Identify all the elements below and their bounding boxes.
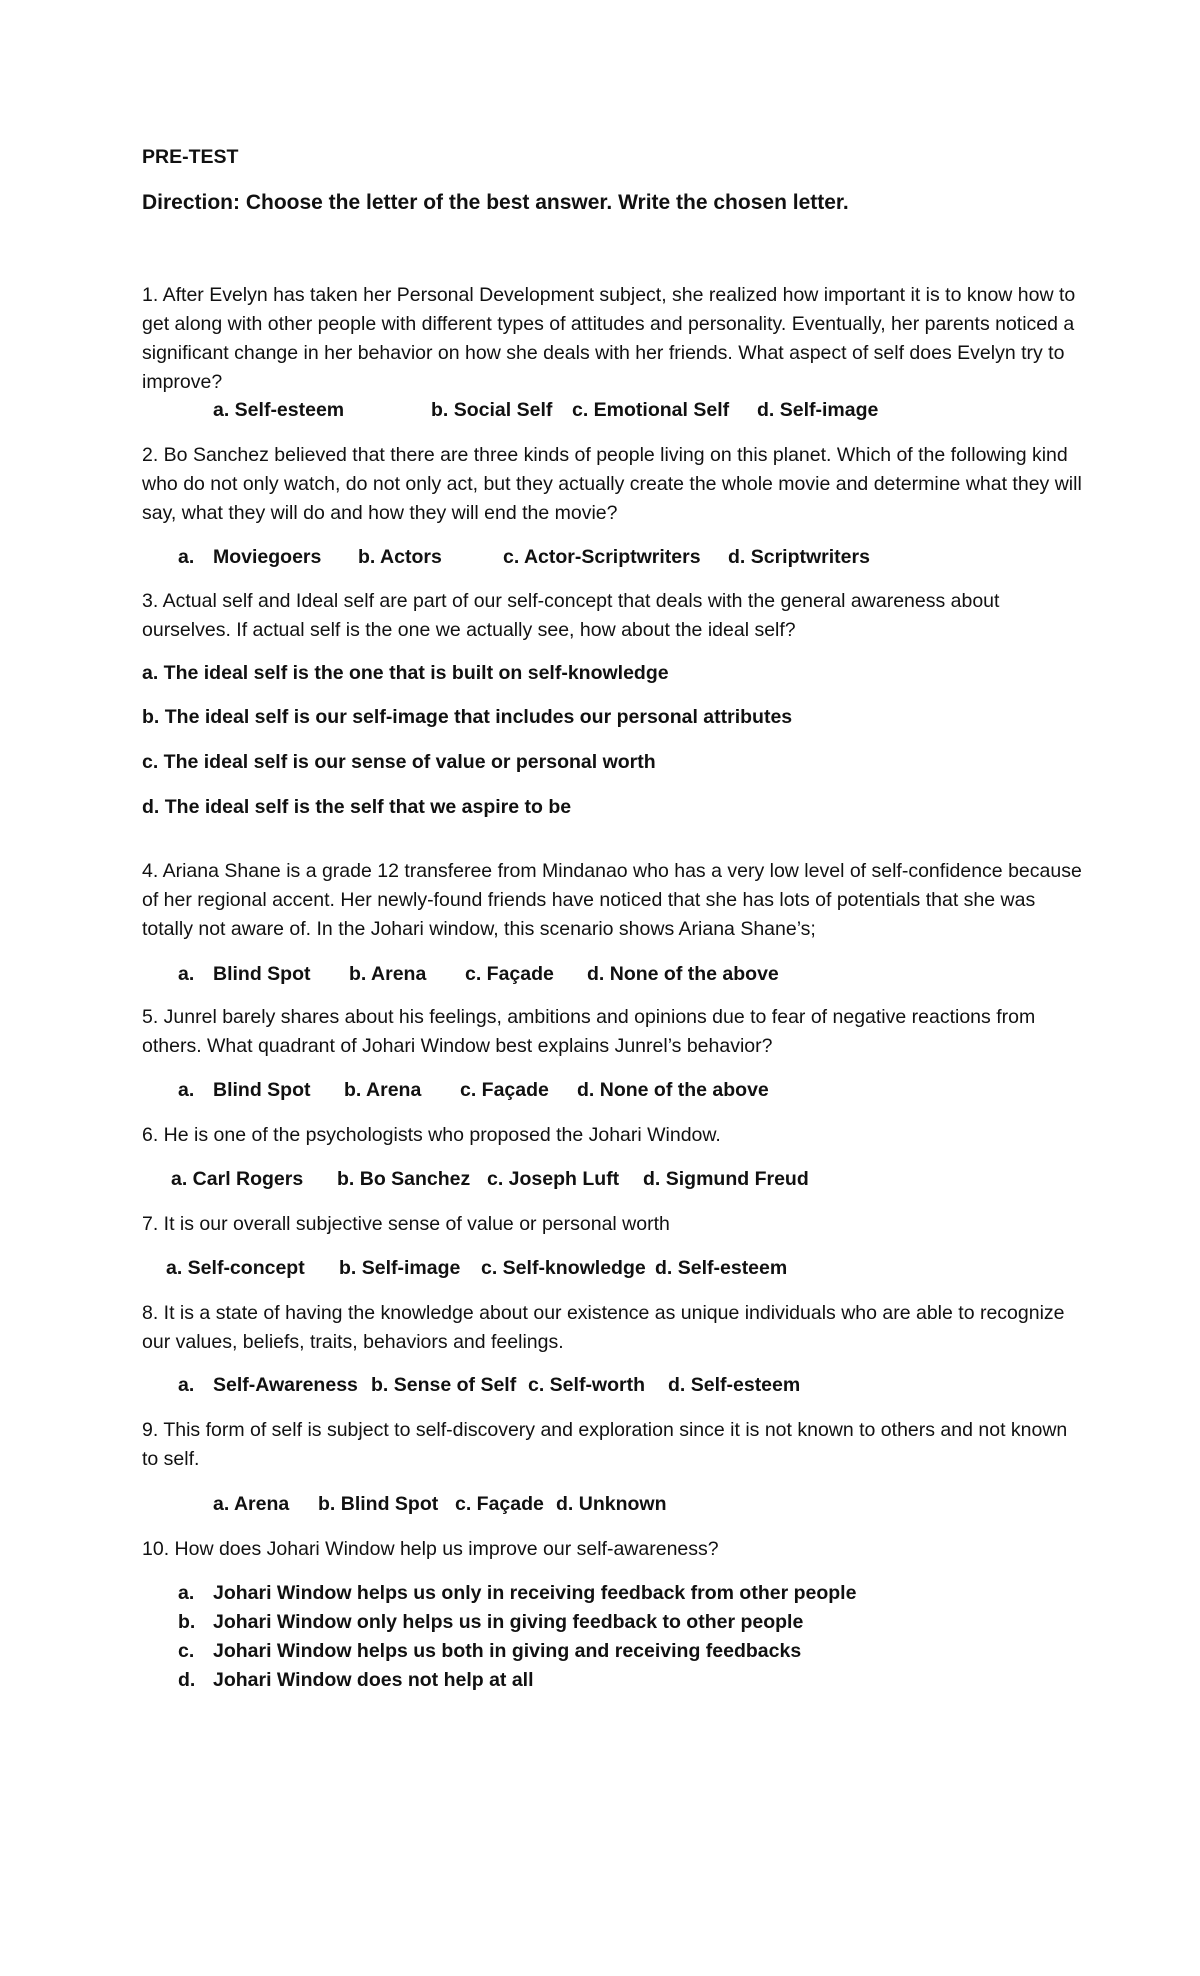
q5-option-d: d. None of the above — [577, 1079, 769, 1101]
q1-option-d: d. Self-image — [757, 399, 879, 421]
q6-option-d: d. Sigmund Freud — [643, 1168, 809, 1190]
q10-option-d-letter: d. — [178, 1669, 196, 1691]
q1-option-b: b. Social Self — [431, 399, 553, 421]
question-4-text: 4. Ariana Shane is a grade 12 transferee from Mindanao who has a very low level of self-confidence because of her regional accent. Her newly-found friends have noticed that she has lots of potentials that she was totally not aware of. In the Johari window, this scenario shows Ariana Shane’s; — [142, 860, 1082, 940]
q4-option-c: c. Façade — [465, 963, 554, 985]
q6-option-a: a. Carl Rogers — [171, 1168, 304, 1190]
q8-option-c: c. Self-worth — [528, 1374, 646, 1396]
q4-option-a: Blind Spot — [213, 963, 311, 985]
question-2-text: 2. Bo Sanchez believed that there are three kinds of people living on this planet. Which of the following kind who do not only watch, do not only act, but they actually create the whole movie and determine what they will say, what they will do and how they will end the movie? — [142, 444, 1082, 524]
q7-option-b: b. Self-image — [339, 1257, 461, 1279]
q6-option-b: b. Bo Sanchez — [337, 1168, 471, 1190]
q5-option-b: b. Arena — [344, 1079, 422, 1101]
q9-option-c: c. Façade — [455, 1493, 544, 1515]
question-9-text: 9. This form of self is subject to self-discovery and exploration since it is not known to others and not known to self. — [142, 1419, 1068, 1470]
q7-option-c: c. Self-knowledge — [481, 1257, 646, 1279]
q2-option-a-letter: a. — [178, 546, 195, 568]
q10-option-a-letter: a. — [178, 1582, 195, 1604]
directions: Direction: Choose the letter of the best answer. Write the chosen letter. — [142, 191, 849, 214]
q9-option-d: d. Unknown — [556, 1493, 667, 1515]
q3-option-b: b. The ideal self is our self-image that includes our personal attributes — [142, 706, 793, 728]
question-8-text: 8. It is a state of having the knowledge about our existence as unique individuals who are able to recognize our values, beliefs, traits, behaviors and feelings. — [142, 1302, 1065, 1353]
q2-option-a: Moviegoers — [213, 546, 322, 568]
q4-option-d: d. None of the above — [587, 963, 779, 985]
q3-option-d: d. The ideal self is the self that we aspire to be — [142, 796, 572, 818]
question-1-text: 1. After Evelyn has taken her Personal Development subject, she realized how important it is to know how to get along with other people with different types of attitudes and personality. Eventually, her parents noticed a significant change in her behavior on how she deals with her friends. What aspect of self does Evelyn try to improve? — [142, 284, 1076, 393]
q4-option-a-letter: a. — [178, 963, 195, 985]
q9-option-b: b. Blind Spot — [318, 1493, 439, 1515]
question-5-text: 5. Junrel barely shares about his feelings, ambitions and opinions due to fear of negative reactions from others. What quadrant of Johari Window best explains Junrel’s behavior? — [142, 1006, 1036, 1057]
q8-option-d: d. Self-esteem — [668, 1374, 801, 1396]
page-title: PRE-TEST — [142, 146, 239, 168]
q8-option-a: Self-Awareness — [213, 1374, 358, 1396]
q3-option-a: a. The ideal self is the one that is built on self-knowledge — [142, 662, 669, 684]
q5-option-c: c. Façade — [460, 1079, 549, 1101]
q10-option-d: Johari Window does not help at all — [213, 1669, 534, 1691]
q2-option-b: b. Actors — [358, 546, 442, 568]
q8-option-b: b. Sense of Self — [371, 1374, 517, 1396]
q10-option-b-letter: b. — [178, 1611, 196, 1633]
q1-option-c: c. Emotional Self — [572, 399, 730, 421]
q9-option-a: a. Arena — [213, 1493, 290, 1515]
q2-option-d: d. Scriptwriters — [728, 546, 870, 568]
q5-option-a-letter: a. — [178, 1079, 195, 1101]
q6-option-c: c. Joseph Luft — [487, 1168, 620, 1190]
q8-option-a-letter: a. — [178, 1374, 195, 1396]
q10-option-c-letter: c. — [178, 1640, 195, 1662]
q4-option-b: b. Arena — [349, 963, 427, 985]
q10-option-b: Johari Window only helps us in giving feedback to other people — [213, 1611, 804, 1633]
q10-option-c: Johari Window helps us both in giving and receiving feedbacks — [213, 1640, 802, 1662]
question-6-text: 6. He is one of the psychologists who proposed the Johari Window. — [142, 1124, 721, 1146]
question-7-text: 7. It is our overall subjective sense of value or personal worth — [142, 1213, 670, 1235]
q7-option-d: d. Self-esteem — [655, 1257, 788, 1279]
q5-option-a: Blind Spot — [213, 1079, 311, 1101]
question-10-text: 10. How does Johari Window help us improve our self-awareness? — [142, 1538, 719, 1560]
q10-option-a: Johari Window helps us only in receiving feedback from other people — [213, 1582, 857, 1604]
q1-option-a: a. Self-esteem — [213, 399, 345, 421]
q2-option-c: c. Actor-Scriptwriters — [503, 546, 701, 568]
q3-option-c: c. The ideal self is our sense of value or personal worth — [142, 751, 656, 773]
question-3-text: 3. Actual self and Ideal self are part of our self-concept that deals with the general awareness about ourselves. If actual self is the one we actually see, how about the ideal self? — [142, 590, 1000, 641]
q7-option-a: a. Self-concept — [166, 1257, 305, 1279]
